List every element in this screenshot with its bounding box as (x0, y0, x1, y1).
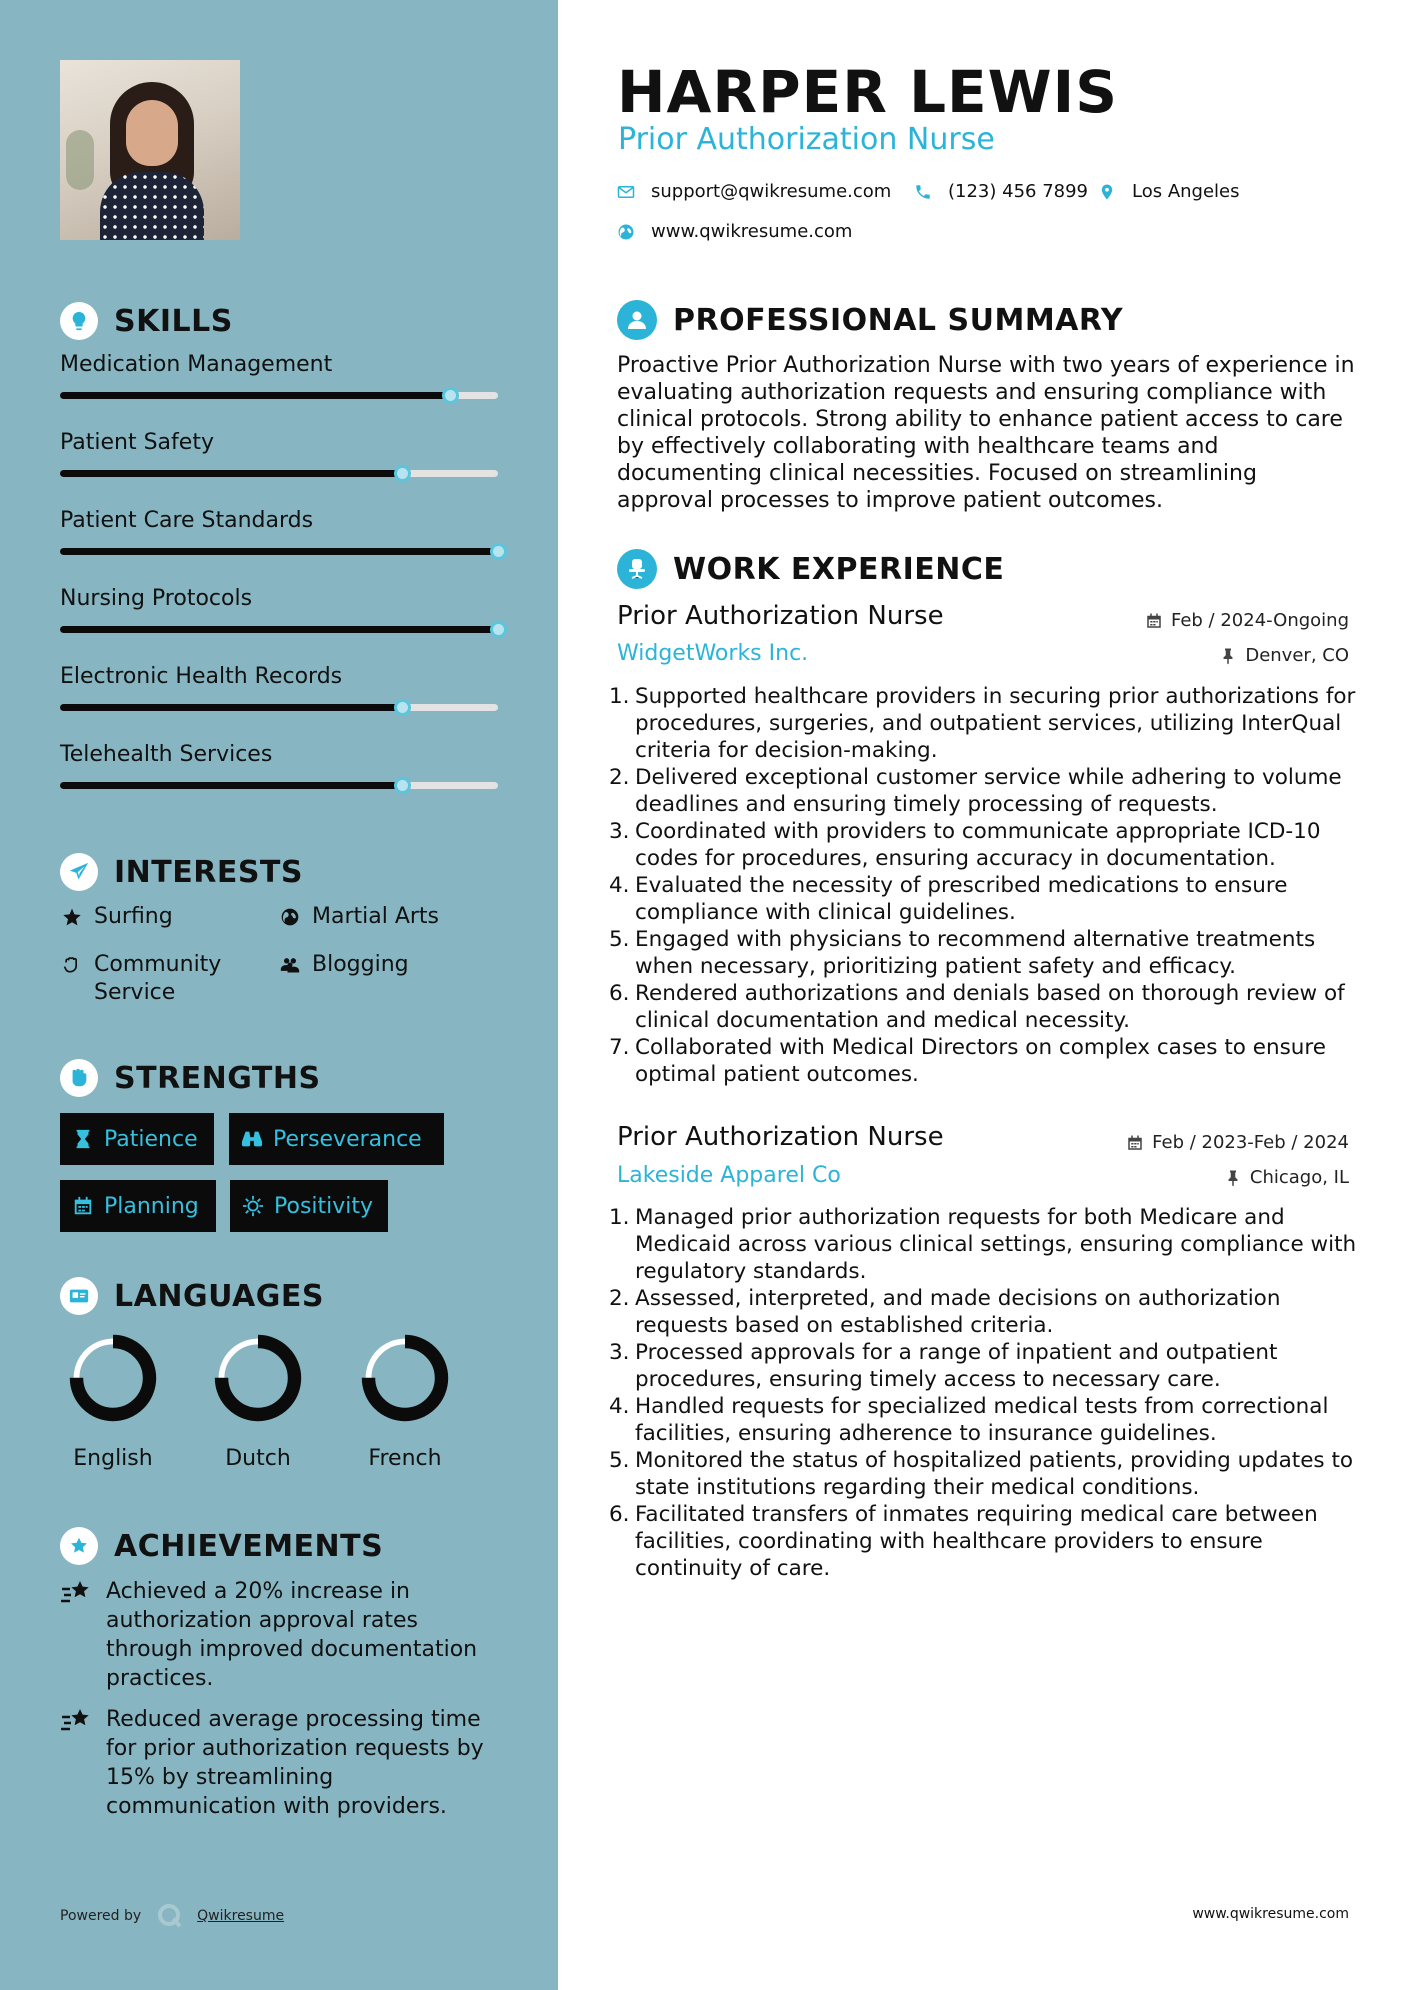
interest-item (278, 903, 439, 931)
phone-icon (914, 183, 932, 201)
interest-label: Surfing (94, 904, 173, 929)
strength-label: Planning (104, 1193, 199, 1219)
contact-location (1098, 181, 1240, 202)
skill-item (60, 430, 500, 455)
fist-icon (60, 1059, 98, 1097)
language-item (203, 1330, 313, 1471)
strength-chip (60, 1113, 214, 1165)
job-duties (609, 1204, 1359, 1582)
profile-photo (60, 60, 240, 240)
strength-chip (60, 1180, 216, 1232)
duty-item: 7. Collaborated with Medical Directors on complex cases to ensure optimal patient outcomes. (609, 1035, 1327, 1087)
job-location-text: Denver, CO (1245, 645, 1349, 666)
duty-item: 6. Facilitated transfers of inmates requiring medical care between facilities, coordinating with healthcare providers to ensure continuity of care. (609, 1502, 1318, 1581)
languages-title: LANGUAGES (114, 1278, 324, 1314)
interests-heading (60, 853, 303, 891)
skill-knob (394, 699, 411, 716)
job-duties (609, 683, 1359, 1088)
shooting-star-icon (60, 1705, 94, 1821)
qwikresume-link[interactable]: Qwikresume (197, 1908, 285, 1924)
interest-item (60, 951, 260, 1007)
skill-bar (60, 392, 498, 399)
lightbulb-icon (60, 302, 98, 340)
job-dates (1126, 1132, 1349, 1153)
strength-label: Patience (104, 1126, 198, 1152)
calendar-icon (1126, 1134, 1144, 1152)
hand-icon (60, 951, 84, 979)
job-location (1224, 1167, 1349, 1188)
job-dates-text: Feb / 2024-Ongoing (1170, 610, 1349, 631)
duty-text: Managed prior authorization requests for both Medicare and Medicaid across various clinical settings, ensuring compliance with regulatory standards. (635, 1205, 1357, 1284)
globe-icon (278, 903, 302, 931)
pushpin-icon (1224, 1169, 1242, 1187)
languages-heading (60, 1277, 324, 1315)
map-pin-icon (1098, 183, 1116, 201)
duty-text: Handled requests for specialized medical tests from correctional facilities, ensuring adherence to insurance guidelines. (635, 1394, 1329, 1446)
duty-item: 4. Handled requests for specialized medical tests from correctional facilities, ensuring adherence to insurance guidelines. (609, 1394, 1329, 1446)
skill-item (60, 586, 500, 611)
job-dates-text: Feb / 2023-Feb / 2024 (1152, 1132, 1349, 1153)
duty-item: 3. Coordinated with providers to communicate appropriate ICD-10 codes for procedures, ensuring accuracy in documentation. (609, 819, 1321, 871)
language-name: English (73, 1446, 153, 1471)
sun-icon (242, 1195, 264, 1217)
duty-text: Engaged with physicians to recommend alternative treatments when necessary, prioritizing patient safety and efficacy. (635, 927, 1316, 979)
duty-text: Coordinated with providers to communicate appropriate ICD-10 codes for procedures, ensuring accuracy in documentation. (635, 819, 1321, 871)
skills-heading (60, 302, 233, 340)
interest-item (60, 903, 173, 931)
strengths-title: STRENGTHS (114, 1060, 321, 1096)
phone-text: (123) 456 7899 (948, 181, 1089, 202)
experience-title: WORK EXPERIENCE (673, 551, 1005, 587)
achievement-item (60, 1577, 510, 1693)
skill-item (60, 352, 500, 377)
footer-url[interactable]: www.qwikresume.com (1192, 1906, 1349, 1922)
strength-chip (229, 1113, 444, 1165)
duty-item: 1. Supported healthcare providers in securing prior authorizations for procedures, surgeries, and outpatient services, utilizing InterQual criteria for decision-making. (609, 684, 1356, 763)
binoculars-icon (241, 1128, 263, 1150)
achievement-text: Achieved a 20% increase in authorization approval rates through improved documentation practices. (106, 1579, 478, 1691)
envelope-icon (617, 183, 635, 201)
candidate-role: Prior Authorization Nurse (618, 122, 995, 157)
contact-email[interactable] (617, 181, 891, 202)
shooting-star-icon (60, 1577, 94, 1693)
id-card-icon (60, 1277, 98, 1315)
sidebar (0, 0, 558, 1990)
interest-label: Blogging (312, 952, 409, 977)
hourglass-icon (72, 1128, 94, 1150)
job-location-text: Chicago, IL (1249, 1167, 1349, 1188)
skill-bar (60, 626, 498, 633)
achievement-item (60, 1705, 510, 1821)
duty-item: 2. Delivered exceptional customer service while adhering to volume deadlines and ensuring timely processing of requests. (609, 765, 1342, 817)
summary-heading (617, 300, 1123, 340)
language-ring (210, 1330, 306, 1426)
star-icon (60, 903, 84, 931)
interest-item (278, 951, 409, 979)
job-title: Prior Authorization Nurse (617, 601, 944, 631)
duty-text: Monitored the status of hospitalized patients, providing updates to state institutions regarding their medical conditions. (635, 1448, 1354, 1500)
duty-item: 5. Engaged with physicians to recommend alternative treatments when necessary, prioritizing patient safety and efficacy. (609, 927, 1316, 979)
skill-knob (490, 621, 507, 638)
language-item (58, 1330, 168, 1471)
skill-bar (60, 470, 498, 477)
skill-knob (394, 465, 411, 482)
summary-text: Proactive Prior Authorization Nurse with two years of experience in evaluating authorization requests and ensuring compliance with clinical protocols. Strong ability to enhance patient access to care by effectively collaborating with healthcare teams and documenting clinical necessities. Focused on streamlining approval processes to improve patient outcomes. (617, 353, 1355, 513)
job-company: WidgetWorks Inc. (617, 641, 809, 666)
interest-label: Martial Arts (312, 904, 440, 929)
duty-item: 4. Evaluated the necessity of prescribed medications to ensure compliance with clinical guidelines. (609, 873, 1288, 925)
duty-item: 1. Managed prior authorization requests for both Medicare and Medicaid across various clinical settings, ensuring compliance with regulatory standards. (609, 1205, 1357, 1284)
skill-name: Telehealth Services (60, 742, 273, 767)
duty-text: Facilitated transfers of inmates requiring medical care between facilities, coordinating with healthcare providers to ensure continuity of care. (635, 1502, 1318, 1581)
duty-item: 2. Assessed, interpreted, and made decisions on authorization requests based on established criteria. (609, 1286, 1281, 1338)
skill-bar (60, 782, 498, 789)
language-item (350, 1330, 460, 1471)
strength-label: Perseverance (273, 1126, 422, 1152)
globe-icon (617, 223, 635, 241)
candidate-name: HARPER LEWIS (617, 58, 1118, 126)
skill-name: Nursing Protocols (60, 586, 253, 611)
duty-item: 3. Processed approvals for a range of inpatient and outpatient procedures, ensuring timely access to necessary care. (609, 1340, 1278, 1392)
duty-text: Collaborated with Medical Directors on complex cases to ensure optimal patient outcomes. (635, 1035, 1327, 1087)
calendar-icon (72, 1195, 94, 1217)
powered-by (60, 1903, 284, 1929)
paper-plane-icon (60, 853, 98, 891)
skills-title: SKILLS (114, 303, 233, 339)
skill-name: Medication Management (60, 352, 333, 377)
strengths-heading (60, 1059, 321, 1097)
skill-knob (490, 543, 507, 560)
strength-label: Positivity (274, 1193, 374, 1219)
achievements-title: ACHIEVEMENTS (114, 1528, 384, 1564)
skill-bar (60, 548, 498, 555)
powered-by-label: Powered by (60, 1908, 142, 1924)
duty-item: 6. Rendered authorizations and denials based on thorough review of clinical documentation and medical necessity. (609, 981, 1345, 1033)
interests-title: INTERESTS (114, 854, 303, 890)
language-ring (357, 1330, 453, 1426)
skill-item (60, 508, 500, 533)
job-dates (1145, 610, 1349, 631)
contact-website[interactable] (617, 221, 852, 242)
duty-text: Delivered exceptional customer service while adhering to volume deadlines and ensuring timely processing of requests. (635, 765, 1342, 817)
skill-knob (394, 777, 411, 794)
skill-name: Electronic Health Records (60, 664, 343, 689)
job-title: Prior Authorization Nurse (617, 1122, 944, 1152)
users-icon (278, 951, 302, 979)
duty-text: Assessed, interpreted, and made decisions on authorization requests based on established criteria. (635, 1286, 1281, 1338)
skill-item (60, 664, 500, 689)
duty-text: Rendered authorizations and denials based on thorough review of clinical documentation and medical necessity. (635, 981, 1345, 1033)
language-ring (65, 1330, 161, 1426)
duty-text: Evaluated the necessity of prescribed medications to ensure compliance with clinical guidelines. (635, 873, 1288, 925)
skill-knob (442, 387, 459, 404)
duty-text: Supported healthcare providers in securing prior authorizations for procedures, surgeries, and outpatient services, utilizing InterQual criteria for decision-making. (635, 684, 1356, 763)
qwikresume-logo-icon (157, 1903, 183, 1929)
skill-name: Patient Safety (60, 430, 214, 455)
summary-title: PROFESSIONAL SUMMARY (673, 302, 1124, 338)
calendar-icon (1145, 612, 1163, 630)
star-badge-icon (60, 1527, 98, 1565)
skill-name: Patient Care Standards (60, 508, 314, 533)
pushpin-icon (1219, 647, 1237, 665)
duty-item: 5. Monitored the status of hospitalized patients, providing updates to state institutions regarding their medical conditions. (609, 1448, 1354, 1500)
job-company: Lakeside Apparel Co (617, 1163, 841, 1188)
experience-heading (617, 549, 1004, 589)
location-text: Los Angeles (1132, 181, 1240, 202)
duty-text: Processed approvals for a range of inpatient and outpatient procedures, ensuring timely access to necessary care. (635, 1340, 1278, 1392)
achievements-heading (60, 1527, 383, 1565)
contact-phone[interactable] (914, 181, 1088, 202)
language-name: Dutch (225, 1446, 291, 1471)
interest-label: Community Service (94, 952, 222, 1005)
achievement-text: Reduced average processing time for prior authorization requests by 15% by streamlining communication with providers. (106, 1707, 484, 1819)
language-name: French (368, 1446, 442, 1471)
email-text: support@qwikresume.com (651, 181, 892, 202)
user-icon (617, 300, 657, 340)
office-chair-icon (617, 549, 657, 589)
skill-item (60, 742, 500, 767)
website-text: www.qwikresume.com (651, 221, 853, 242)
skill-bar (60, 704, 498, 711)
job-location (1219, 645, 1349, 666)
strength-chip (230, 1180, 388, 1232)
